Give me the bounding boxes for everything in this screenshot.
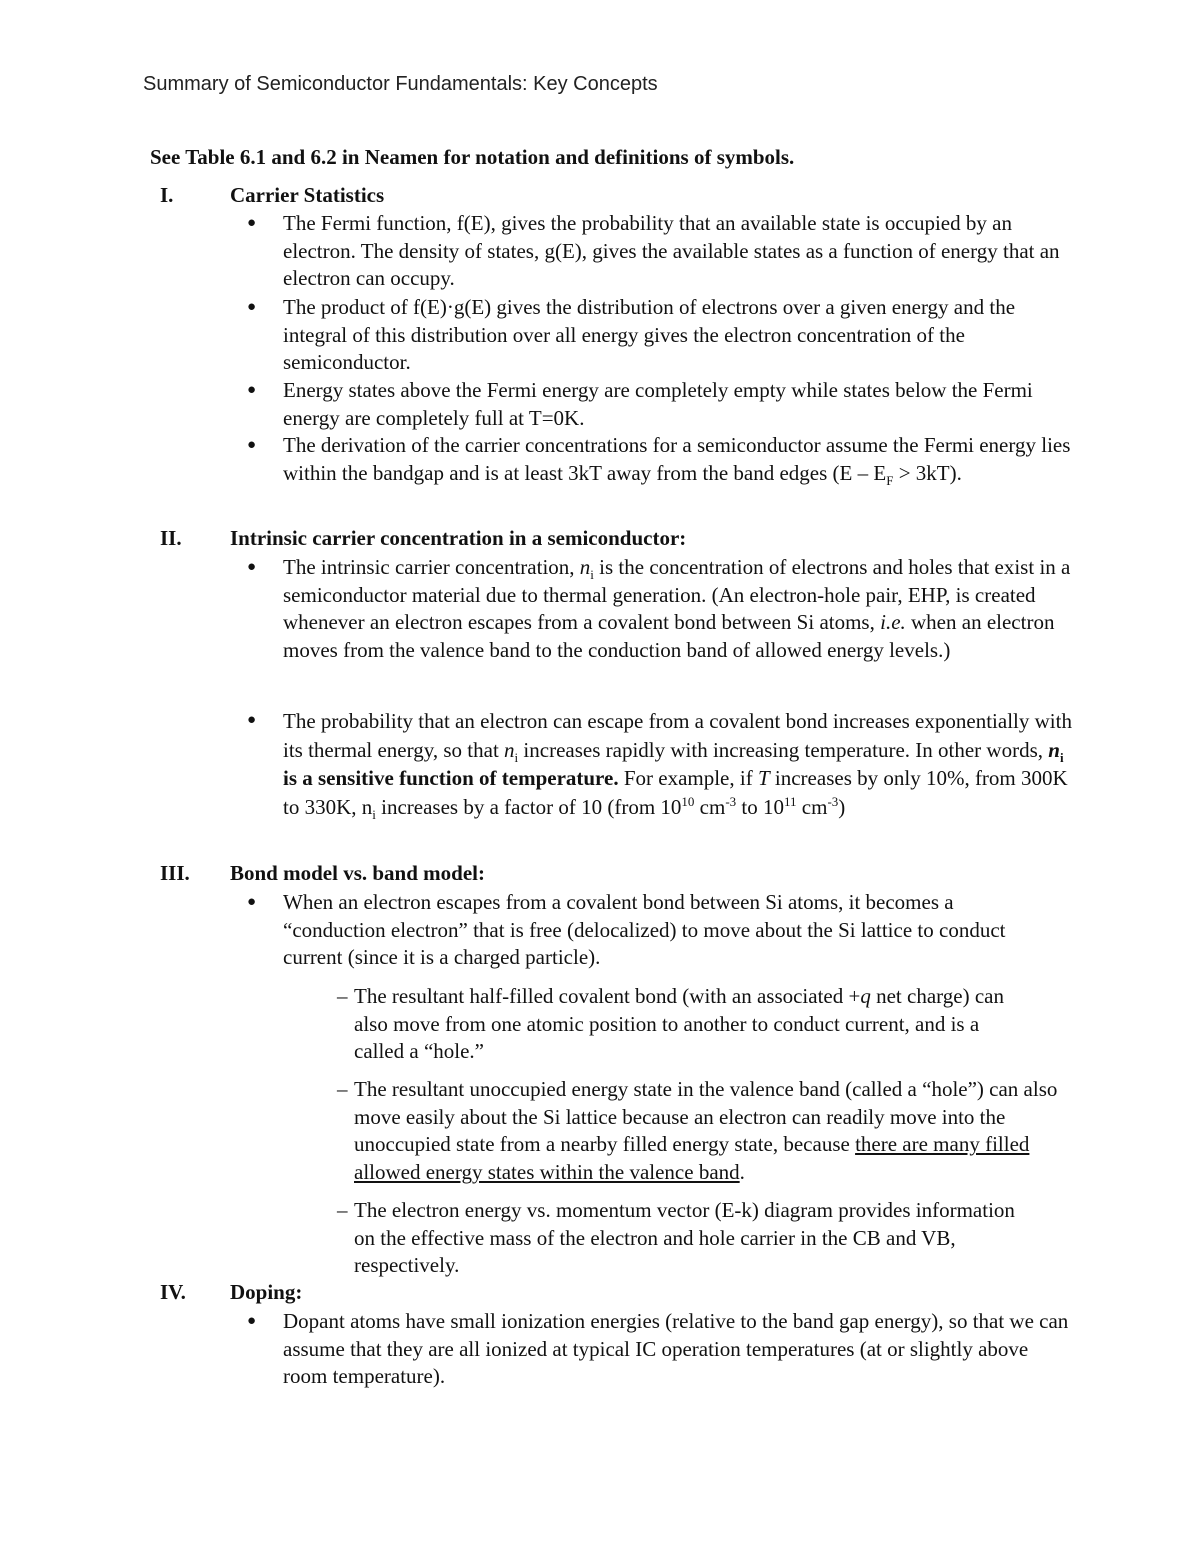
sub-item-text: The electron energy vs. momentum vector (E-k) diagram provides information on the effective mass of the electron and hole carrier in the CB and VB, respectively. [354,1198,1015,1277]
bullet-text: Energy states above the Fermi energy are completely empty while states below the Fermi energy are completely full at T=0K. [283,378,1033,430]
bullet-text: The intrinsic carrier concentration, $n_i$ is the concentration of electrons and holes that exist in a semiconductor material due to thermal generation. (An electron-hole pair, EHP, is created whenever an electron escapes from a covalent bond between Si atoms, i.e. when an electron moves from the valence band to the conduction band of allowed energy levels.) [283,555,1071,662]
section-title: Intrinsic carrier concentration in a semiconductor: [230,526,687,550]
bullet-icon: ● [247,382,257,398]
bullet-icon: ● [247,299,257,315]
bullet-icon: ● [247,215,257,231]
sub-item-text: The resultant half-filled covalent bond (with an associated +q net charge) can also move from one atomic position to another to conduct current, and is a called a “hole.” [354,984,1004,1063]
underlined-emphasis: there are many filled allowed energy states within the valence band [354,1132,1030,1184]
bullet-text: When an electron escapes from a covalent bond between Si atoms, it becomes a “conduction electron” that is free (delocalized) to move about the Si lattice to conduct current (since it is a charged particle). [283,890,1006,969]
section-title: Carrier Statistics [230,183,385,207]
bullet-icon: ● [247,894,257,910]
list-item [247,432,1077,487]
section-number: I. [160,183,174,207]
sub-item [337,1197,1037,1280]
bullet-text: The product of f(E)·g(E) gives the distribution of electrons over a given energy and the integral of this distribution over all energy gives the electron concentration of the semiconductor. [283,295,1016,374]
list-item [247,707,1077,821]
list-item [247,889,1037,972]
section-title: Doping: [230,1280,303,1304]
section-number: III. [160,861,190,885]
list-item [247,294,1077,377]
list-item [247,377,1077,432]
list-item [247,1308,1077,1391]
bullet-icon: ● [247,559,257,575]
section-heading-doping [160,1280,1080,1305]
sub-item-text: The resultant unoccupied energy state in the valence band (called a “hole”) can also move easily about the Si lattice because an electron can readily move into the unoccupied state from a nearby filled energy state, because there are many filled allowed energy states within the valence band. [354,1077,1058,1184]
page-title: Summary of Semiconductor Fundamentals: Key Concepts [143,73,658,95]
dash-icon: – [337,984,348,1008]
dash-icon: – [337,1198,348,1222]
section-title: Bond model vs. band model: [230,861,485,885]
section-heading-carrier-statistics [160,183,1080,208]
sub-item [337,983,1017,1066]
section-heading-bond-band [160,861,1080,886]
section-number: II. [160,526,182,550]
bullet-text: The probability that an electron can escape from a covalent bond increases exponentially with its thermal energy, so that $n_i$ increases rapidly with increasing temperature. In other words, $n_i$ is a sensitive function of temperature. For example, if T increases by only 10%, from 300K to 330K, $n_i$ increases by a factor of 10 (from $10^{10}$ $cm^{-3}$ to $10^{11}$ $cm^{-3}$) [283,709,1072,822]
list-item [247,210,1077,293]
intro-note: See Table 6.1 and 6.2 in Neamen for notation and definitions of symbols. [150,145,795,169]
bullet-text: The derivation of the carrier concentrations for a semiconductor assume the Fermi energy lies within the bandgap and is at least 3kT away from the band edges $(E - E_F > 3kT)$. [283,433,1071,488]
bullet-icon: ● [247,1313,257,1329]
list-item [247,554,1077,664]
bullet-text: Dopant atoms have small ionization energies (relative to the band gap energy), so that we can assume that they are all ionized at typical IC operation temperatures (at or slightly above room temperature). [283,1309,1069,1388]
section-number: IV. [160,1280,186,1304]
section-heading-intrinsic [160,526,1080,551]
bullet-icon: ● [247,712,257,728]
sub-item [337,1076,1077,1186]
bullet-icon: ● [247,437,257,453]
dash-icon: – [337,1077,348,1101]
bullet-text: The Fermi function, f(E), gives the probability that an available state is occupied by an electron. The density of states, g(E), gives the available states as a function of energy that an electron can occupy. [283,211,1060,290]
